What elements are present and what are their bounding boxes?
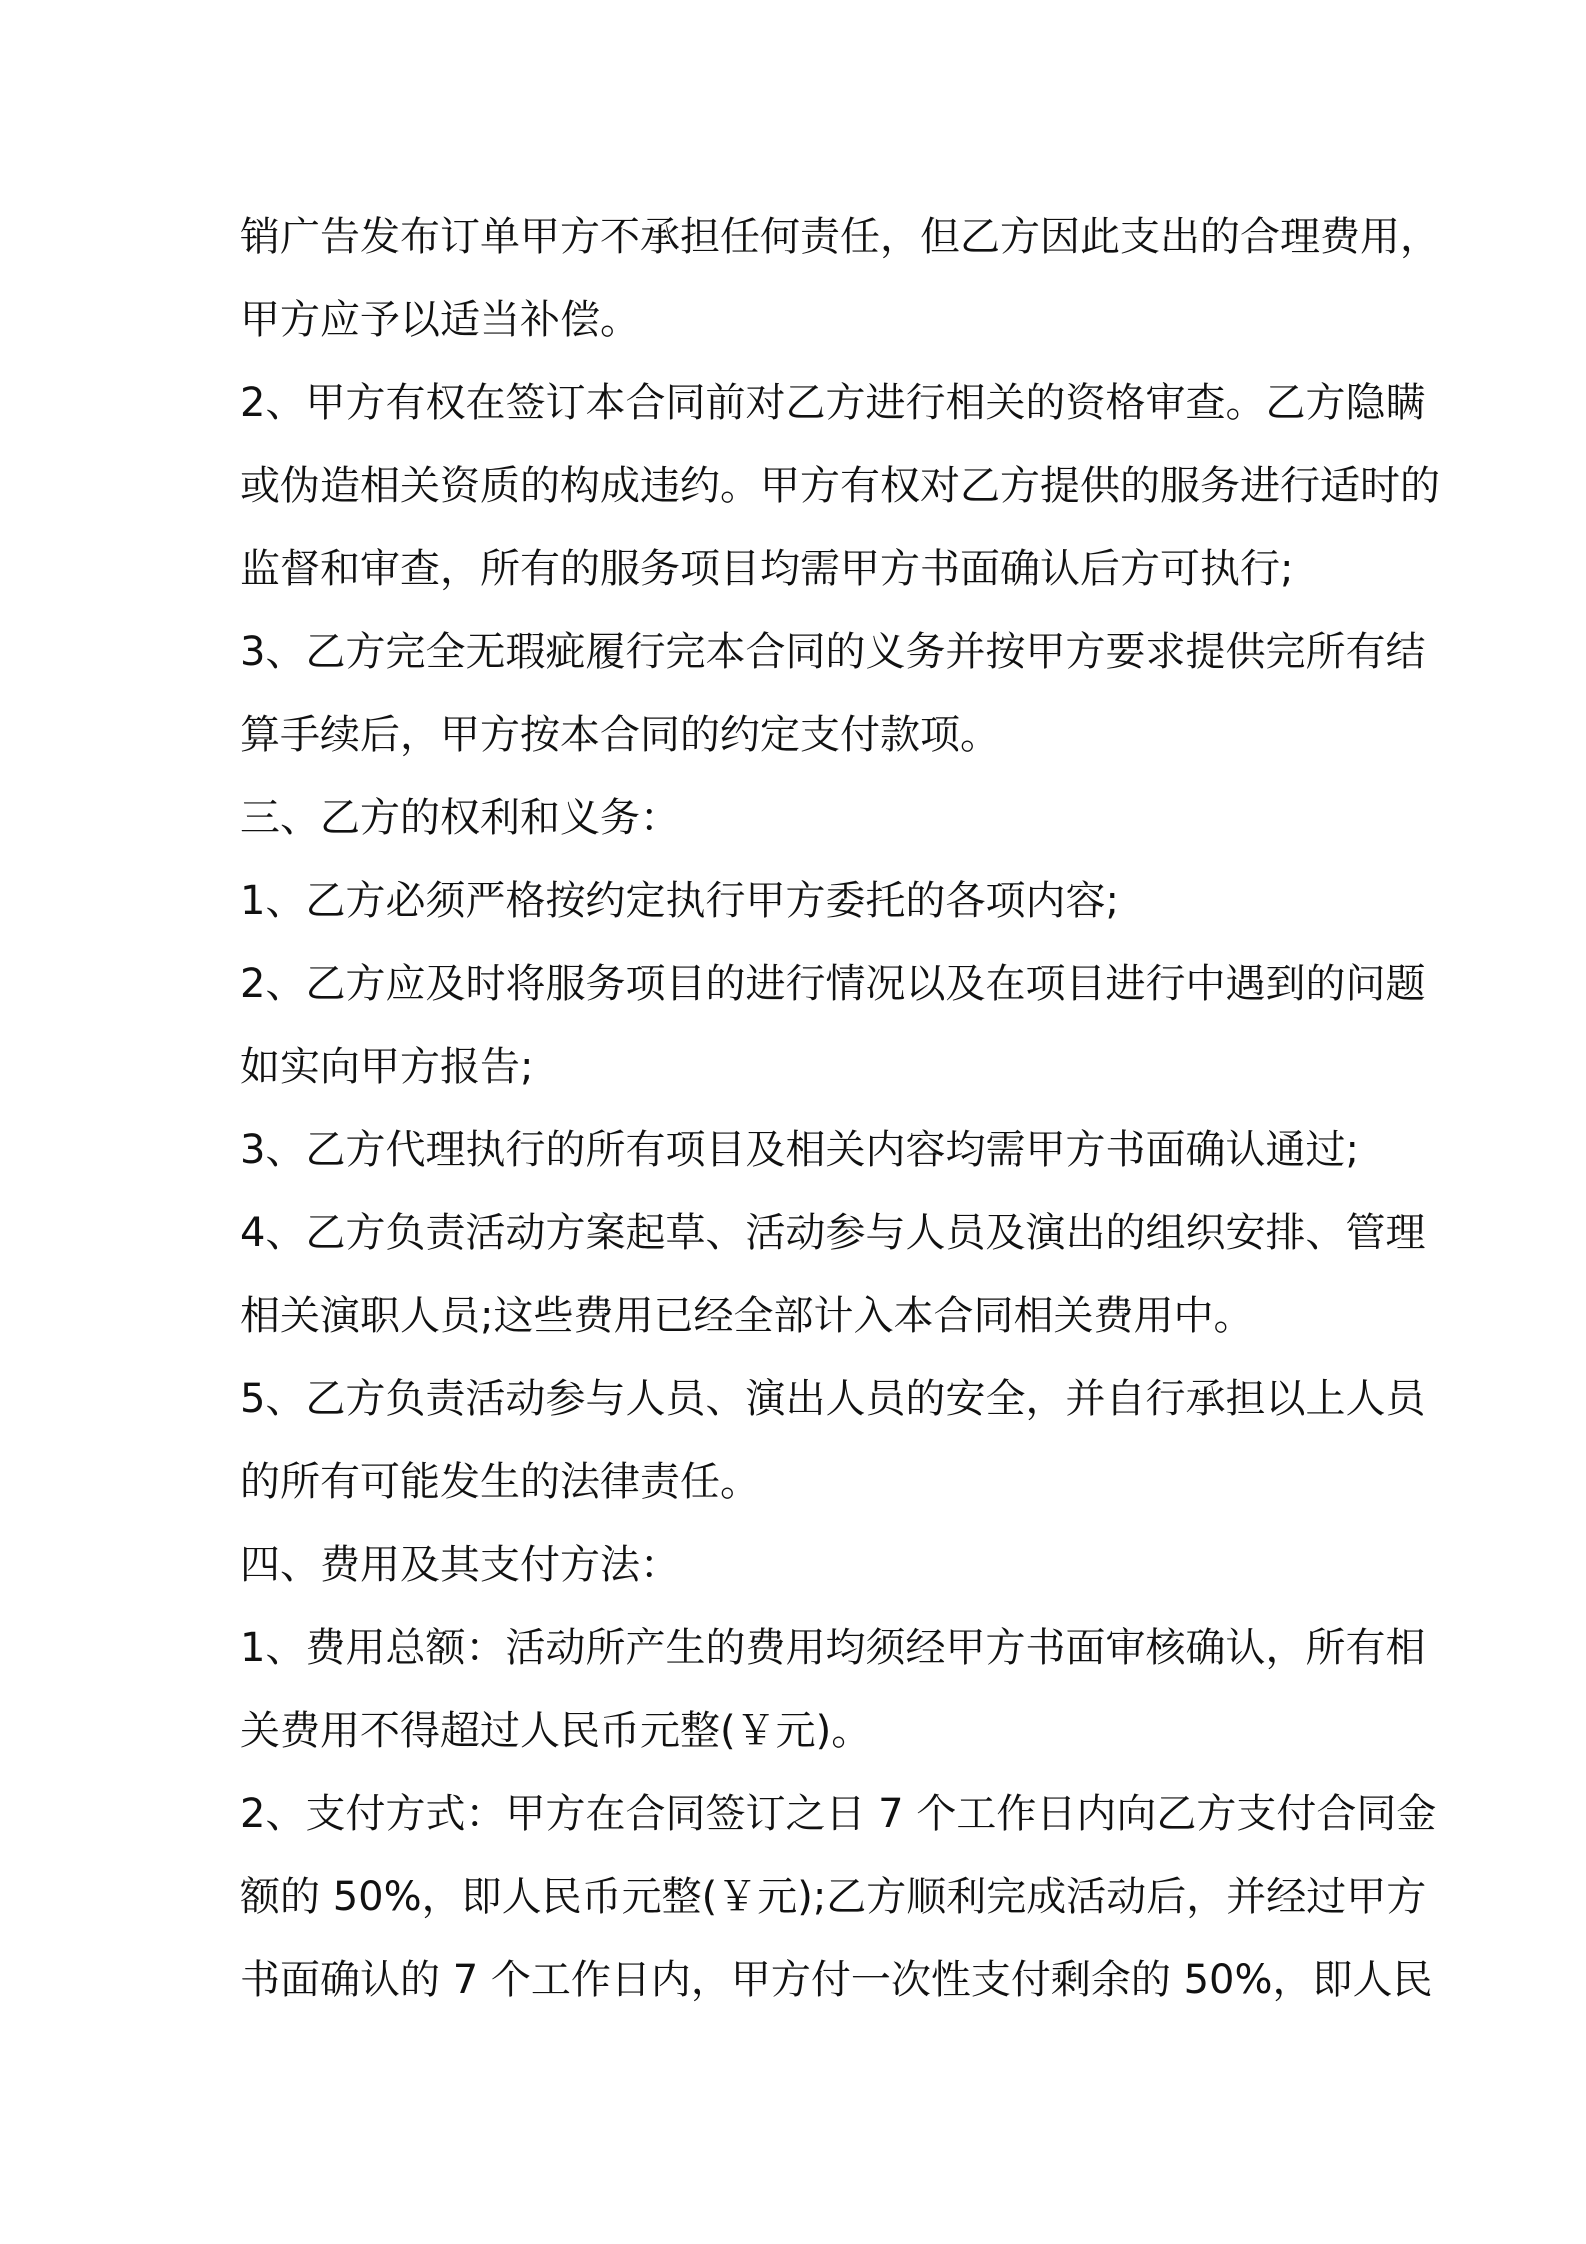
text-line: 或伪造相关资质的构成违约。甲方有权对乙方提供的服务进行适时的 (240, 463, 1440, 509)
text-line: 3、乙方代理执行的所有项目及相关内容均需甲方书面确认通过; (240, 1127, 1359, 1173)
text-line: 3、乙方完全无瑕疵履行完本合同的义务并按甲方要求提供完所有结 (240, 629, 1426, 675)
text-line: 算手续后，甲方按本合同的约定支付款项。 (240, 712, 1000, 758)
text-line: 4、乙方负责活动方案起草、活动参与人员及演出的组织安排、管理 (240, 1210, 1426, 1256)
text-line: 书面确认的 7 个工作日内，甲方付一次性支付剩余的 50%，即人民 (240, 1957, 1433, 2003)
text-line: 2、支付方式：甲方在合同签订之日 7 个工作日内向乙方支付合同金 (240, 1791, 1437, 1837)
text-line: 相关演职人员;这些费用已经全部计入本合同相关费用中。 (240, 1293, 1254, 1339)
text-line: 监督和审查，所有的服务项目均需甲方书面确认后方可执行; (240, 546, 1294, 592)
text-line: 的所有可能发生的法律责任。 (240, 1459, 760, 1505)
text-line: 销广告发布订单甲方不承担任何责任，但乙方因此支出的合理费用， (240, 214, 1440, 260)
text-line: 如实向甲方报告; (240, 1044, 534, 1090)
text-line: 甲方应予以适当补偿。 (240, 297, 640, 343)
document-body (240, 196, 1440, 2022)
text-line: 2、甲方有权在签订本合同前对乙方进行相关的资格审查。乙方隐瞒 (240, 380, 1426, 426)
section-heading: 三、乙方的权利和义务： (240, 795, 680, 841)
text-line: 1、乙方必须严格按约定执行甲方委托的各项内容; (240, 878, 1119, 924)
text-line: 2、乙方应及时将服务项目的进行情况以及在项目进行中遇到的问题 (240, 961, 1426, 1007)
text-line: 5、乙方负责活动参与人员、演出人员的安全，并自行承担以上人员 (240, 1376, 1426, 1422)
text-line: 关费用不得超过人民币元整(￥元)。 (240, 1708, 872, 1754)
text-line: 1、费用总额：活动所产生的费用均须经甲方书面审核确认，所有相 (240, 1625, 1426, 1671)
section-heading: 四、费用及其支付方法： (240, 1542, 680, 1588)
text-line: 额的 50%，即人民币元整(￥元);乙方顺利完成活动后，并经过甲方 (240, 1874, 1427, 1920)
